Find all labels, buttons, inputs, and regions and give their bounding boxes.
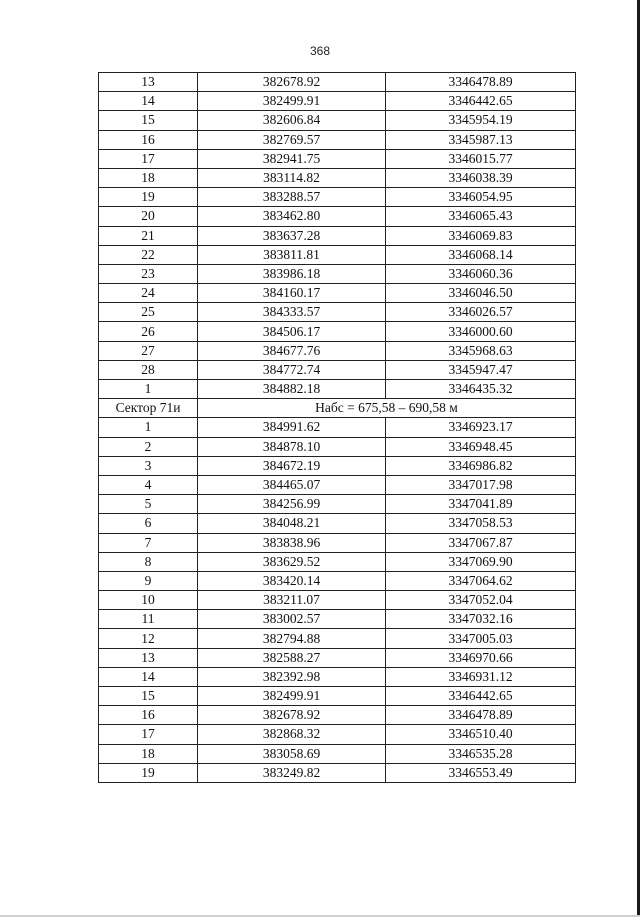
y-coordinate-cell: 3346060.36 bbox=[386, 264, 576, 283]
x-coordinate-cell: 383811.81 bbox=[198, 245, 386, 264]
point-number-cell: 17 bbox=[99, 149, 198, 168]
table-row bbox=[99, 226, 576, 245]
table-row bbox=[99, 610, 576, 629]
table-row bbox=[99, 341, 576, 360]
sector-height-range: Набс = 675,58 – 690,58 м bbox=[198, 399, 576, 418]
point-number-cell: 16 bbox=[99, 706, 198, 725]
x-coordinate-cell: 384672.19 bbox=[198, 456, 386, 475]
table-row bbox=[99, 188, 576, 207]
table-row bbox=[99, 629, 576, 648]
point-number-cell: 15 bbox=[99, 111, 198, 130]
table-row bbox=[99, 591, 576, 610]
table-row bbox=[99, 92, 576, 111]
x-coordinate-cell: 383211.07 bbox=[198, 591, 386, 610]
y-coordinate-cell: 3346054.95 bbox=[386, 188, 576, 207]
table-row bbox=[99, 149, 576, 168]
sector-label: Сектор 71и bbox=[99, 399, 198, 418]
table-row bbox=[99, 495, 576, 514]
point-number-cell: 14 bbox=[99, 667, 198, 686]
y-coordinate-cell: 3346065.43 bbox=[386, 207, 576, 226]
y-coordinate-cell: 3346026.57 bbox=[386, 303, 576, 322]
table-row bbox=[99, 322, 576, 341]
y-coordinate-cell: 3346000.60 bbox=[386, 322, 576, 341]
y-coordinate-cell: 3346970.66 bbox=[386, 648, 576, 667]
x-coordinate-cell: 384256.99 bbox=[198, 495, 386, 514]
table-row bbox=[99, 437, 576, 456]
y-coordinate-cell: 3347058.53 bbox=[386, 514, 576, 533]
table-row bbox=[99, 706, 576, 725]
point-number-cell: 11 bbox=[99, 610, 198, 629]
y-coordinate-cell: 3346046.50 bbox=[386, 284, 576, 303]
point-number-cell: 18 bbox=[99, 744, 198, 763]
x-coordinate-cell: 382678.92 bbox=[198, 706, 386, 725]
table-row bbox=[99, 763, 576, 782]
table-row bbox=[99, 73, 576, 92]
table-row bbox=[99, 264, 576, 283]
x-coordinate-cell: 384878.10 bbox=[198, 437, 386, 456]
x-coordinate-cell: 383288.57 bbox=[198, 188, 386, 207]
point-number-cell: 15 bbox=[99, 687, 198, 706]
x-coordinate-cell: 384160.17 bbox=[198, 284, 386, 303]
coordinates-table-body bbox=[99, 73, 576, 783]
point-number-cell: 23 bbox=[99, 264, 198, 283]
x-coordinate-cell: 382499.91 bbox=[198, 687, 386, 706]
point-number-cell: 26 bbox=[99, 322, 198, 341]
y-coordinate-cell: 3347064.62 bbox=[386, 571, 576, 590]
table-row bbox=[99, 360, 576, 379]
x-coordinate-cell: 383002.57 bbox=[198, 610, 386, 629]
y-coordinate-cell: 3346442.65 bbox=[386, 687, 576, 706]
y-coordinate-cell: 3346068.14 bbox=[386, 245, 576, 264]
x-coordinate-cell: 382499.91 bbox=[198, 92, 386, 111]
point-number-cell: 20 bbox=[99, 207, 198, 226]
y-coordinate-cell: 3347041.89 bbox=[386, 495, 576, 514]
x-coordinate-cell: 382678.92 bbox=[198, 73, 386, 92]
point-number-cell: 19 bbox=[99, 763, 198, 782]
y-coordinate-cell: 3345987.13 bbox=[386, 130, 576, 149]
x-coordinate-cell: 384506.17 bbox=[198, 322, 386, 341]
y-coordinate-cell: 3346923.17 bbox=[386, 418, 576, 437]
point-number-cell: 17 bbox=[99, 725, 198, 744]
table-row bbox=[99, 648, 576, 667]
y-coordinate-cell: 3347052.04 bbox=[386, 591, 576, 610]
x-coordinate-cell: 383629.52 bbox=[198, 552, 386, 571]
y-coordinate-cell: 3346442.65 bbox=[386, 92, 576, 111]
table-row bbox=[99, 284, 576, 303]
x-coordinate-cell: 382868.32 bbox=[198, 725, 386, 744]
x-coordinate-cell: 384677.76 bbox=[198, 341, 386, 360]
point-number-cell: 7 bbox=[99, 533, 198, 552]
point-number-cell: 1 bbox=[99, 418, 198, 437]
y-coordinate-cell: 3347017.98 bbox=[386, 475, 576, 494]
x-coordinate-cell: 382588.27 bbox=[198, 648, 386, 667]
x-coordinate-cell: 382606.84 bbox=[198, 111, 386, 130]
x-coordinate-cell: 383420.14 bbox=[198, 571, 386, 590]
point-number-cell: 28 bbox=[99, 360, 198, 379]
y-coordinate-cell: 3345968.63 bbox=[386, 341, 576, 360]
table-row bbox=[99, 303, 576, 322]
point-number-cell: 12 bbox=[99, 629, 198, 648]
table-row bbox=[99, 475, 576, 494]
table-row bbox=[99, 380, 576, 399]
table-row bbox=[99, 245, 576, 264]
y-coordinate-cell: 3345947.47 bbox=[386, 360, 576, 379]
x-coordinate-cell: 382794.88 bbox=[198, 629, 386, 648]
x-coordinate-cell: 384991.62 bbox=[198, 418, 386, 437]
y-coordinate-cell: 3346478.89 bbox=[386, 73, 576, 92]
point-number-cell: 5 bbox=[99, 495, 198, 514]
point-number-cell: 6 bbox=[99, 514, 198, 533]
table-row bbox=[99, 667, 576, 686]
point-number-cell: 24 bbox=[99, 284, 198, 303]
table-row bbox=[99, 456, 576, 475]
y-coordinate-cell: 3346553.49 bbox=[386, 763, 576, 782]
x-coordinate-cell: 384882.18 bbox=[198, 380, 386, 399]
x-coordinate-cell: 384333.57 bbox=[198, 303, 386, 322]
point-number-cell: 2 bbox=[99, 437, 198, 456]
y-coordinate-cell: 3346510.40 bbox=[386, 725, 576, 744]
table-row bbox=[99, 111, 576, 130]
table-row bbox=[99, 533, 576, 552]
table-row bbox=[99, 207, 576, 226]
point-number-cell: 13 bbox=[99, 648, 198, 667]
point-number-cell: 3 bbox=[99, 456, 198, 475]
y-coordinate-cell: 3346435.32 bbox=[386, 380, 576, 399]
y-coordinate-cell: 3346535.28 bbox=[386, 744, 576, 763]
x-coordinate-cell: 384048.21 bbox=[198, 514, 386, 533]
coordinates-table bbox=[98, 72, 576, 783]
table-row bbox=[99, 418, 576, 437]
x-coordinate-cell: 382941.75 bbox=[198, 149, 386, 168]
y-coordinate-cell: 3346948.45 bbox=[386, 437, 576, 456]
point-number-cell: 14 bbox=[99, 92, 198, 111]
point-number-cell: 18 bbox=[99, 168, 198, 187]
y-coordinate-cell: 3346069.83 bbox=[386, 226, 576, 245]
y-coordinate-cell: 3346986.82 bbox=[386, 456, 576, 475]
point-number-cell: 9 bbox=[99, 571, 198, 590]
point-number-cell: 16 bbox=[99, 130, 198, 149]
x-coordinate-cell: 384772.74 bbox=[198, 360, 386, 379]
table-row bbox=[99, 744, 576, 763]
y-coordinate-cell: 3347069.90 bbox=[386, 552, 576, 571]
y-coordinate-cell: 3347067.87 bbox=[386, 533, 576, 552]
y-coordinate-cell: 3346015.77 bbox=[386, 149, 576, 168]
x-coordinate-cell: 383462.80 bbox=[198, 207, 386, 226]
x-coordinate-cell: 384465.07 bbox=[198, 475, 386, 494]
sector-header-row bbox=[99, 399, 576, 418]
x-coordinate-cell: 383249.82 bbox=[198, 763, 386, 782]
y-coordinate-cell: 3347005.03 bbox=[386, 629, 576, 648]
x-coordinate-cell: 383986.18 bbox=[198, 264, 386, 283]
x-coordinate-cell: 383058.69 bbox=[198, 744, 386, 763]
table-row bbox=[99, 552, 576, 571]
table-row bbox=[99, 571, 576, 590]
y-coordinate-cell: 3345954.19 bbox=[386, 111, 576, 130]
point-number-cell: 22 bbox=[99, 245, 198, 264]
table-row bbox=[99, 687, 576, 706]
point-number-cell: 13 bbox=[99, 73, 198, 92]
point-number-cell: 19 bbox=[99, 188, 198, 207]
x-coordinate-cell: 383114.82 bbox=[198, 168, 386, 187]
y-coordinate-cell: 3347032.16 bbox=[386, 610, 576, 629]
page-number: 368 bbox=[309, 44, 331, 58]
table-row bbox=[99, 130, 576, 149]
table-row bbox=[99, 168, 576, 187]
point-number-cell: 25 bbox=[99, 303, 198, 322]
y-coordinate-cell: 3346038.39 bbox=[386, 168, 576, 187]
x-coordinate-cell: 382769.57 bbox=[198, 130, 386, 149]
y-coordinate-cell: 3346931.12 bbox=[386, 667, 576, 686]
point-number-cell: 21 bbox=[99, 226, 198, 245]
point-number-cell: 8 bbox=[99, 552, 198, 571]
point-number-cell: 10 bbox=[99, 591, 198, 610]
table-row bbox=[99, 514, 576, 533]
point-number-cell: 27 bbox=[99, 341, 198, 360]
y-coordinate-cell: 3346478.89 bbox=[386, 706, 576, 725]
point-number-cell: 1 bbox=[99, 380, 198, 399]
x-coordinate-cell: 383637.28 bbox=[198, 226, 386, 245]
x-coordinate-cell: 383838.96 bbox=[198, 533, 386, 552]
point-number-cell: 4 bbox=[99, 475, 198, 494]
x-coordinate-cell: 382392.98 bbox=[198, 667, 386, 686]
table-row bbox=[99, 725, 576, 744]
